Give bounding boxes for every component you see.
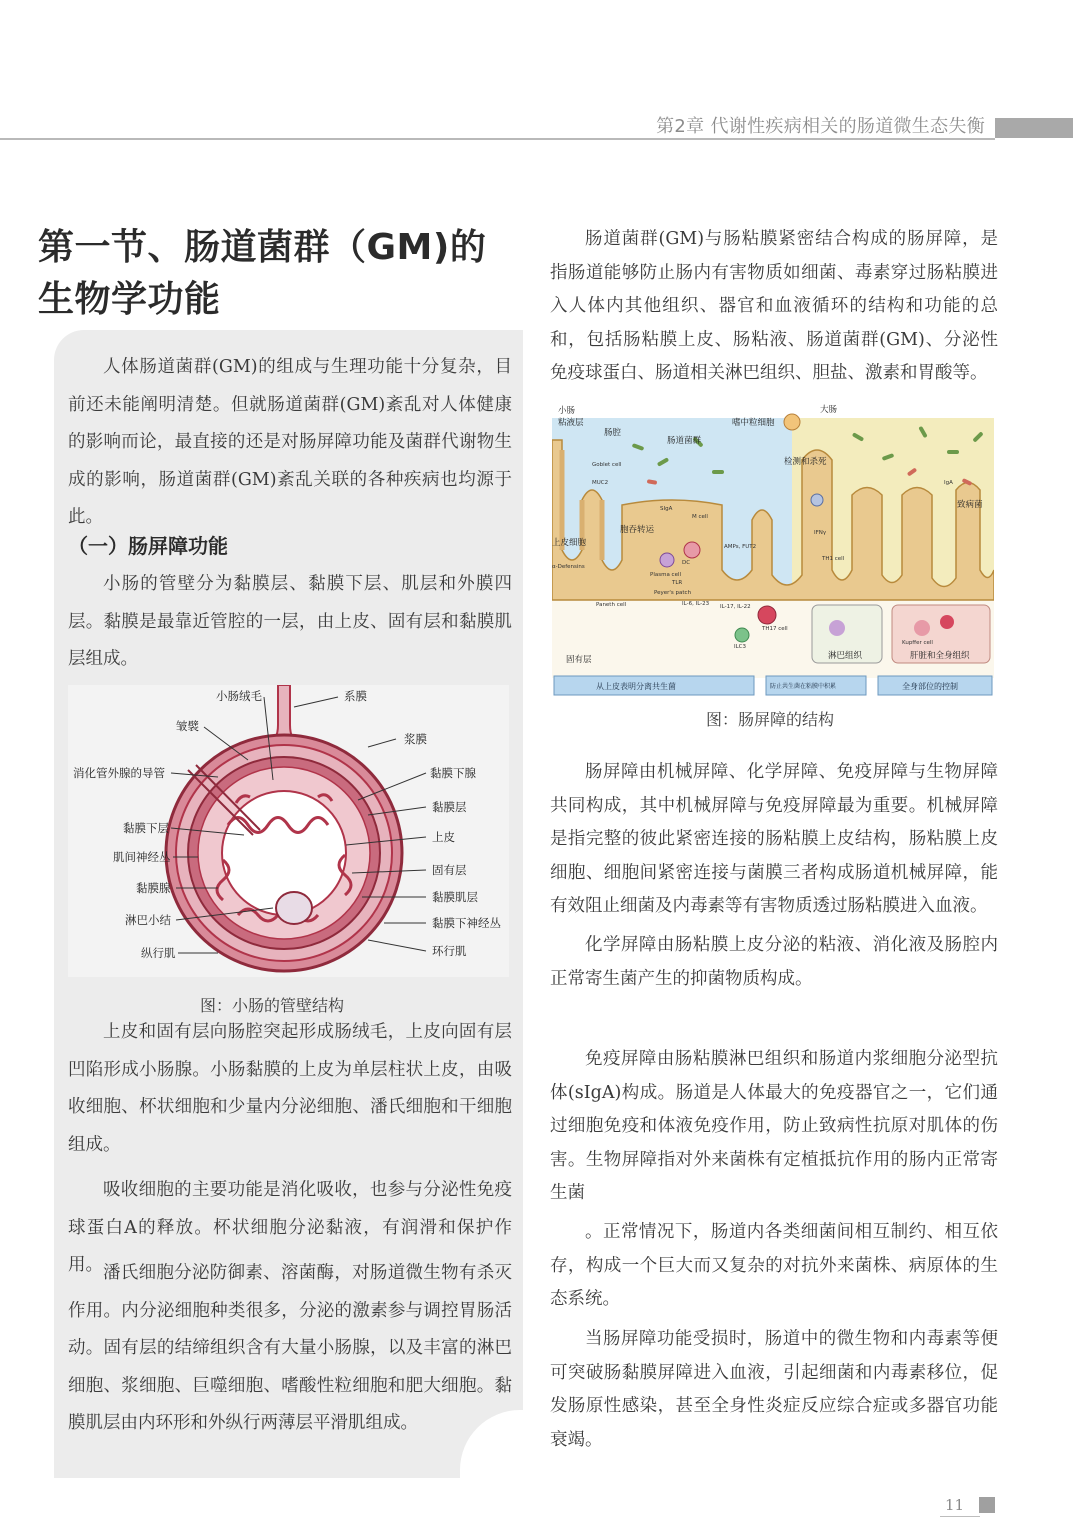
page-number-marker [979, 1497, 995, 1513]
fig2-label-lumen: 肠腔 [604, 428, 622, 438]
fig1-label-circular-muscle: 环行肌 [432, 944, 467, 958]
paneth-cell-paragraph: 潘氏细胞分泌防御素、溶菌酶，对肠道微生物有杀灭作用。内分泌细胞种类很多，分泌的激素参与调控胃肠活动。固有层的结缔组织含有大量小肠腺，以及丰富的淋巴细胞、浆细胞、巨噬细胞、嗜酸性粒细胞和肥大细胞。黏膜肌层由内环形和外纵行两薄层平滑肌组成。 [68, 1263, 512, 1433]
fig1-label-duct: 消化管外腺的导管 [73, 766, 165, 780]
fig1-label-fold: 皱襞 [176, 719, 199, 733]
fig1-label-submucosal-gland: 黏膜下腺 [430, 766, 476, 780]
fig2-band-systemic: 全身部位的控制 [902, 682, 958, 691]
chemical-barrier-paragraph: 化学屏障由肠粘膜上皮分泌的粘液、消化液及肠腔内正常寄生菌产生的抑菌物质构成。 [550, 935, 998, 989]
fig1-label-lamina-propria: 固有层 [432, 863, 467, 877]
fig1-label-longitudinal-muscle: 纵行肌 [141, 946, 176, 960]
fig2-label-lamina-propria: 固有层 [566, 655, 592, 665]
fig2-label-siga: SIgA [660, 506, 673, 512]
fig2-label-iga: IgA [944, 480, 953, 486]
page-number-underline [940, 1516, 980, 1517]
fig2-label-m-cell: M cell [692, 514, 708, 520]
fig1-label-submucosa: 黏膜下层 [123, 821, 169, 835]
fig2-label-detect-kill: 检测和杀死 [784, 457, 827, 467]
immune-barrier-paragraph: 免疫屏障由肠粘膜淋巴组织和肠道内浆细胞分泌型抗体(sIgA)构成。肠道是人体最大的免疫器官之一，它们通过细胞免疫和体液免疫作用，防止致病性抗原对肌体的伤害。生物屏障指对外来菌株有定植抵抗作用的肠内正常寄生菌 [550, 1049, 998, 1203]
fig2-label-il17: IL-17, IL-22 [720, 604, 751, 610]
fig2-label-muc2: MUC2 [592, 480, 609, 486]
fig2-label-transcytosis: 胞吞转运 [620, 525, 655, 535]
page-number: 11 [945, 1496, 965, 1514]
absorptive-cell-paragraph: 吸收细胞的主要功能是消化吸收，也参与分泌性免疫球蛋白A的释放。杯状细胞分泌黏液，有润滑和保护作用。 [68, 1180, 512, 1275]
fig2-label-epithelial-cell: 上皮细胞 [552, 538, 587, 548]
fig1-label-serosa: 浆膜 [404, 732, 427, 746]
fig2-label-pathogen: 致病菌 [957, 500, 983, 510]
villi-paragraph: 上皮和固有层向肠腔突起形成肠绒毛，上皮向固有层凹陷形成小肠腺。小肠黏膜的上皮为单层柱状上皮，由吸收细胞、杯状细胞和少量内分泌细胞、潘氏细胞和干细胞组成。 [68, 1022, 512, 1155]
wall-layers-paragraph: 小肠的管壁分为黏膜层、黏膜下层、肌层和外膜四层。黏膜是最靠近管腔的一层，由上皮、固有层和黏膜肌层组成。 [68, 574, 512, 669]
header-accent-bar [995, 118, 1073, 138]
fig2-label-dc: DC [682, 560, 691, 566]
fig1-label-submucosal-plexus: 黏膜下神经丛 [432, 916, 501, 930]
fig2-label-defensins: α-Defensins [552, 564, 585, 570]
fig1-label-villi: 小肠绒毛 [216, 689, 262, 703]
header-rule [0, 138, 995, 140]
intestine-wall-diagram [68, 685, 509, 977]
fig1-label-mucosa: 黏膜层 [432, 800, 467, 814]
gut-barrier-figure [552, 400, 994, 697]
fig2-label-ifng: IFNγ [814, 530, 827, 536]
fig2-label-il6: IL-6, IL-23 [682, 601, 710, 607]
intestine-wall-figure [68, 685, 509, 977]
barrier-types-paragraph: 肠屏障由机械屏障、化学屏障、免疫屏障与生物屏障共同构成，其中机械屏障与免疫屏障最为重要。机械屏障是指完整的彼此紧密连接的肠粘膜上皮结构，肠粘膜上皮细胞、细胞间紧密连接与菌膜三者构成肠道机械屏障，能有效阻止细菌及内毒素等有害物质透过肠粘膜进入血液。 [550, 762, 998, 916]
section-title-line2: 生物学功能 [38, 279, 221, 320]
chapter-header-title: 第2章 代谢性疾病相关的肠道微生态失衡 [656, 116, 985, 137]
fig2-label-neutrophil: 嗜中粒细胞 [732, 418, 775, 428]
gut-barrier-definition-paragraph: 肠道菌群(GM)与肠粘膜紧密结合构成的肠屏障，是指肠道能够防止肠内有害物质如细菌、毒素穿过肠粘膜进入人体内其他组织、器官和血液循环的结构和功能的总和，包括肠粘膜上皮、肠粘液、肠道菌群(GM)、分泌性免疫球蛋白、肠道相关淋巴组织、胆盐、激素和胃酸等。 [550, 229, 998, 383]
figure1-caption: 图：小肠的管壁结构 [200, 996, 345, 1015]
fig2-label-plasma: Plasma cell [650, 572, 682, 578]
gut-barrier-diagram [552, 400, 994, 697]
fig1-label-mesentery: 系膜 [344, 689, 367, 703]
fig2-label-peyers: Peyer's patch [654, 590, 692, 596]
fig2-band-prevent: 防止共生菌在粘膜中积累 [770, 683, 837, 690]
fig1-label-muscularis-mucosae: 黏膜肌层 [432, 890, 478, 904]
fig2-label-goblet: Goblet cell [592, 462, 622, 468]
fig2-label-paneth: Paneth cell [596, 602, 627, 608]
subheading-barrier-function: （一）肠屏障功能 [68, 534, 228, 558]
ecosystem-paragraph: 。正常情况下，肠道内各类细菌间相互制约、相互依存，构成一个巨大而又复杂的对抗外来菌株、病原体的生态系统。 [550, 1222, 998, 1309]
intro-paragraph: 人体肠道菌群(GM)的组成与生理功能十分复杂，目前还未能阐明清楚。但就肠道菌群(GM)紊乱对人体健康的影响而论，最直接的还是对肠屏障功能及菌群代谢物生成的影响，肠道菌群(GM)紊乱关联的各种疾病也均源于此。 [68, 357, 512, 527]
fig1-label-epithelium: 上皮 [432, 830, 455, 844]
fig2-label-ilc3: ILC3 [734, 644, 747, 650]
barrier-damage-paragraph: 当肠屏障功能受损时，肠道中的微生物和内毒素等便可突破肠黏膜屏障进入血液，引起细菌和内毒素移位，促发肠原性感染，甚至全身性炎症反应综合症或多器官功能衰竭。 [550, 1329, 998, 1450]
fig1-label-mucosal-gland: 黏膜腺 [136, 881, 171, 895]
fig1-label-lymph-nodule: 淋巴小结 [125, 913, 171, 927]
section-title-line1: 第一节、肠道菌群（GM)的 [38, 227, 487, 268]
fig2-label-amps: AMPs, FUT2 [724, 544, 757, 550]
fig2-label-liver-systemic: 肝脏和全身组织 [910, 651, 970, 661]
fig2-label-th1: TH1 cell [822, 556, 845, 562]
fig2-label-small-intestine: 小肠 [558, 406, 576, 416]
fig2-label-mucus-layer: 粘液层 [558, 418, 584, 428]
fig1-label-myenteric-plexus: 肌间神经丛 [113, 850, 171, 864]
fig2-band-separate: 从上皮表明分离共生菌 [596, 682, 676, 691]
fig2-label-microbiota: 肠道菌群 [667, 436, 702, 446]
figure2-caption: 图：肠屏障的结构 [706, 710, 835, 729]
fig2-label-tlr: TLR [672, 580, 683, 586]
fig2-label-lymphoid-tissue: 淋巴组织 [828, 651, 863, 661]
fig2-label-kupffer: Kupffer cell [902, 640, 933, 646]
fig2-label-th17: TH17 cell [762, 626, 788, 632]
fig2-label-large-intestine: 大肠 [820, 405, 838, 415]
section-title [38, 222, 508, 326]
